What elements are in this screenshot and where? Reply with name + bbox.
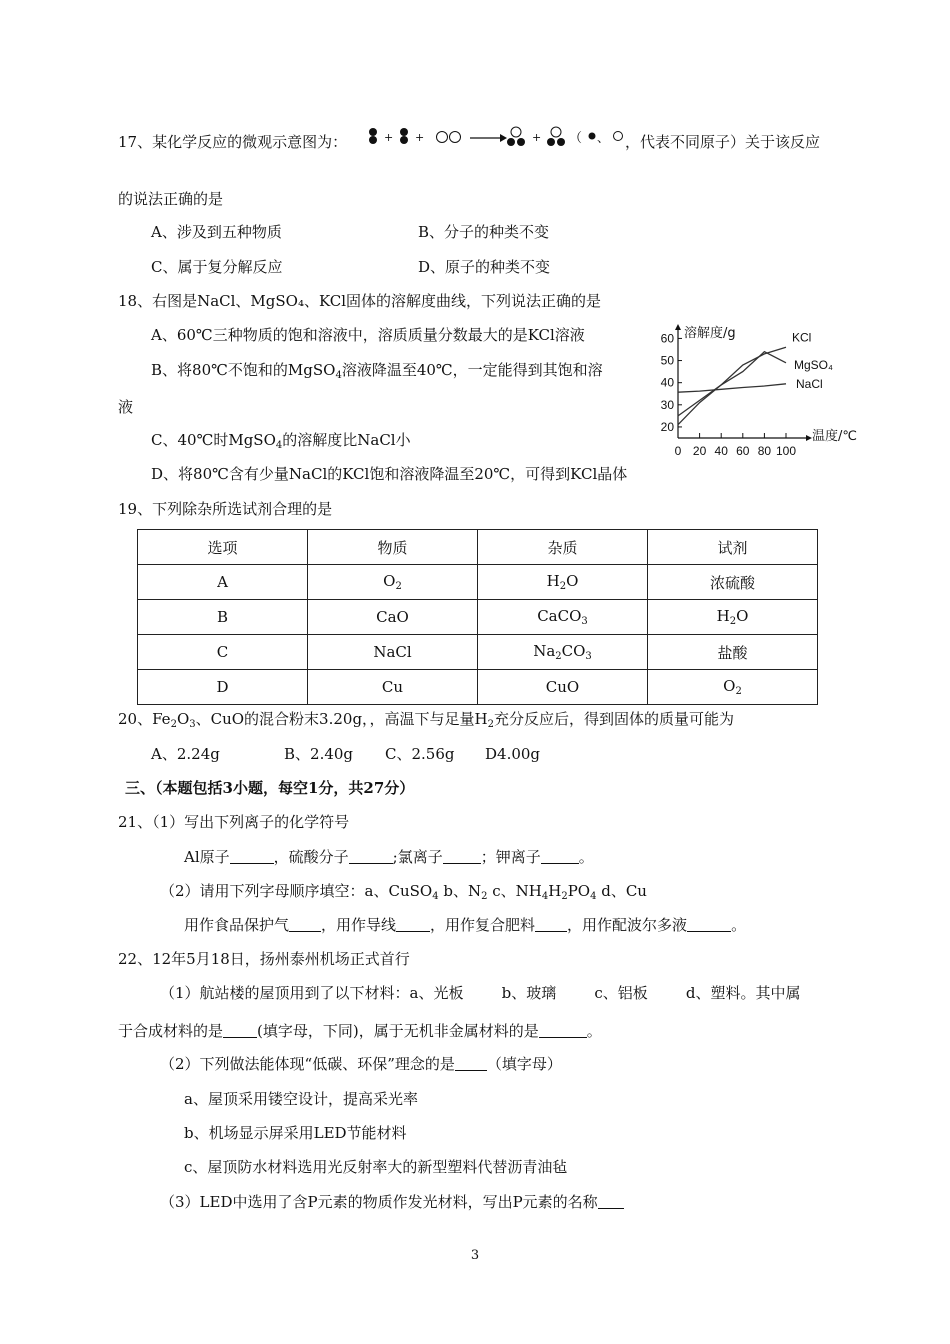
q17-line2: 的说法正确的是 — [118, 190, 224, 208]
table-cell: C — [138, 635, 308, 670]
table-cell: B — [138, 600, 308, 635]
reaction-diagram — [364, 124, 629, 152]
q17-option-c: C、属于复分解反应 — [151, 258, 283, 276]
table-row — [138, 565, 818, 600]
x-tick-label: 60 — [736, 444, 750, 458]
molecule-black-1 — [369, 128, 377, 144]
q17-suffix: ，代表不同原子）关于该反应 — [625, 133, 821, 151]
q22-stem: 22、12年5月18日，扬州泰州机场正式首行 — [118, 950, 410, 968]
table-cell: A — [138, 565, 308, 600]
answer-blank[interactable] — [541, 849, 579, 864]
table-cell: $H_2O$ — [648, 600, 818, 635]
table-cell: 盐酸 — [648, 635, 818, 670]
answer-blank[interactable] — [223, 1023, 257, 1038]
x-tick-label: 80 — [757, 444, 772, 458]
y-tick-label: 20 — [660, 419, 674, 434]
q19-stem: 19、下列除杂所选试剂合理的是 — [118, 500, 333, 518]
section-3-heading: 三、（本题包括3小题，每空1分，共27分） — [125, 779, 415, 797]
table-row — [138, 635, 818, 670]
table-cell: $H_2O$ — [478, 565, 648, 600]
x-tick-label: 40 — [714, 444, 728, 458]
table-header-cell: 物质 — [308, 530, 478, 565]
table-row — [138, 600, 818, 635]
q18-stem: 18、右图是NaCl、MgSO₄、KCl固体的溶解度曲线，下列说法正确的是 — [118, 292, 602, 310]
answer-blank[interactable] — [687, 917, 731, 932]
solubility-chart — [650, 318, 857, 468]
table-header-cell: 杂质 — [478, 530, 648, 565]
table-cell: NaCl — [308, 635, 478, 670]
q21-line1: Al原子 ，硫酸分子 ;氯离子 ；钾离子 。 — [184, 848, 594, 866]
table-header-row — [138, 530, 818, 565]
q20-option-c: C、2.56g — [385, 745, 455, 763]
impurity-table — [137, 529, 818, 705]
q18-option-d: D、将80℃含有少量NaCl的KCl饱和溶液降温至20℃，可得到KCl晶体 — [151, 465, 628, 483]
y-axis-label: 溶解度/g — [684, 326, 736, 341]
atom-black-icon — [589, 133, 596, 140]
table-cell: CuO — [478, 670, 648, 705]
table-cell: CaO — [308, 600, 478, 635]
q18-option-b-cont: 液 — [118, 398, 134, 416]
y-axis-arrow-icon — [675, 324, 681, 330]
table-cell: D — [138, 670, 308, 705]
answer-blank[interactable] — [396, 917, 430, 932]
y-tick-label: 40 — [660, 375, 674, 390]
atom-white-icon — [614, 132, 623, 141]
answer-blank[interactable] — [539, 1023, 587, 1038]
answer-blank[interactable] — [230, 849, 274, 864]
svg-text:（: （ — [569, 131, 583, 146]
svg-text:+: + — [415, 131, 425, 144]
answer-blank[interactable] — [455, 1056, 487, 1071]
x-tick-label: 20 — [692, 444, 707, 458]
q17-option-b: B、分子的种类不变 — [418, 223, 550, 241]
series-label: KCl — [792, 330, 812, 345]
series-label: MgSO₄ — [794, 357, 833, 372]
table-cell: $Na_2CO_3$ — [478, 635, 648, 670]
q22-item-c: c、屋顶防水材料选用光反射率大的新型塑料代替沥青油毡 — [184, 1158, 568, 1176]
q17-line1 — [118, 132, 347, 152]
x-axis-label: 温度/℃ — [812, 429, 857, 444]
q18-option-c: C、40℃时MgSO$_4$的溶解度比NaCl小 — [151, 431, 411, 451]
answer-blank[interactable] — [349, 849, 393, 864]
q20-option-d: D4.00g — [485, 745, 541, 763]
table-header-cell: 选项 — [138, 530, 308, 565]
q22-part1-line1: （1）航站楼的屋顶用到了以下材料：a、光板 b、玻璃 c、铝板 d、塑料。其中属 — [160, 984, 801, 1002]
y-tick-label: 50 — [660, 353, 674, 368]
table-cell: $O_2$ — [648, 670, 818, 705]
molecule-product-1 — [507, 127, 525, 146]
table-cell: 浓硫酸 — [648, 565, 818, 600]
molecule-black-2 — [400, 128, 408, 144]
legend-sep: 、 — [597, 131, 610, 145]
q20-option-b: B、2.40g — [284, 745, 354, 763]
q21-stem: 21、（1）写出下列离子的化学符号 — [118, 813, 350, 831]
q22-part1-line2: 于合成材料的是 (填字母，下同)，属于无机非金属材料的是 。 — [118, 1022, 602, 1040]
molecule-product-2 — [547, 127, 565, 146]
table-header-cell: 试剂 — [648, 530, 818, 565]
q21-line3: 用作食品保护气 ，用作导线 ，用作复合肥料 ，用作配波尔多液 。 — [184, 916, 747, 934]
table-cell: Cu — [308, 670, 478, 705]
answer-blank[interactable] — [598, 1194, 624, 1209]
q22-part2: （2）下列做法能体现“低碳、环保”理念的是 （填字母） — [160, 1055, 562, 1073]
answer-blank[interactable] — [535, 917, 567, 932]
x-tick-label: 100 — [775, 444, 797, 458]
svg-text:+: + — [532, 131, 542, 144]
series-line — [678, 384, 786, 392]
q17-option-d: D、原子的种类不变 — [418, 258, 551, 276]
series-label: NaCl — [796, 376, 823, 391]
molecule-white — [437, 132, 461, 143]
q21-part2: （2）请用下列字母顺序填空：a、CuSO$_4$ b、$N_2$ c、$NH_4H_2PO_4$ d、Cu — [160, 882, 647, 902]
svg-text:+: + — [384, 131, 394, 144]
q17-prefix: 17、某化学反应的微观示意图为： — [118, 133, 348, 151]
q18-option-a: A、60℃三种物质的饱和溶液中，溶质质量分数最大的是KCl溶液 — [151, 326, 585, 344]
table-cell: CaCO$_3$ — [478, 600, 648, 635]
q20-option-a: A、2.24g — [151, 745, 220, 763]
q22-item-b: b、机场显示屏采用LED节能材料 — [184, 1124, 407, 1142]
x-tick-label: 0 — [674, 444, 682, 458]
y-tick-label: 30 — [660, 397, 674, 412]
q20-stem: 20、$Fe_2O_3$、CuO的混合粉末3.20g，，高温下与足量$H_2$充分反应后，得到固体的质量可能为 — [118, 710, 735, 730]
q22-item-a: a、屋顶采用镂空设计，提高采光率 — [184, 1090, 418, 1108]
page-number: 3 — [470, 1248, 480, 1263]
answer-blank[interactable] — [289, 917, 321, 932]
q18-option-b: B、将80℃不饱和的MgSO$_4$溶液降温至40℃，一定能得到其饱和溶 — [151, 361, 603, 381]
table-cell: $O_2$ — [308, 565, 478, 600]
q17-option-a: A、涉及到五种物质 — [151, 223, 282, 241]
answer-blank[interactable] — [443, 849, 481, 864]
reaction-arrow-icon — [470, 134, 507, 142]
y-tick-label: 60 — [660, 331, 674, 346]
q22-part3: （3）LED中选用了含P元素的物质作发光材料，写出P元素的名称 — [160, 1192, 624, 1212]
table-row — [138, 670, 818, 705]
series-line — [678, 352, 786, 416]
